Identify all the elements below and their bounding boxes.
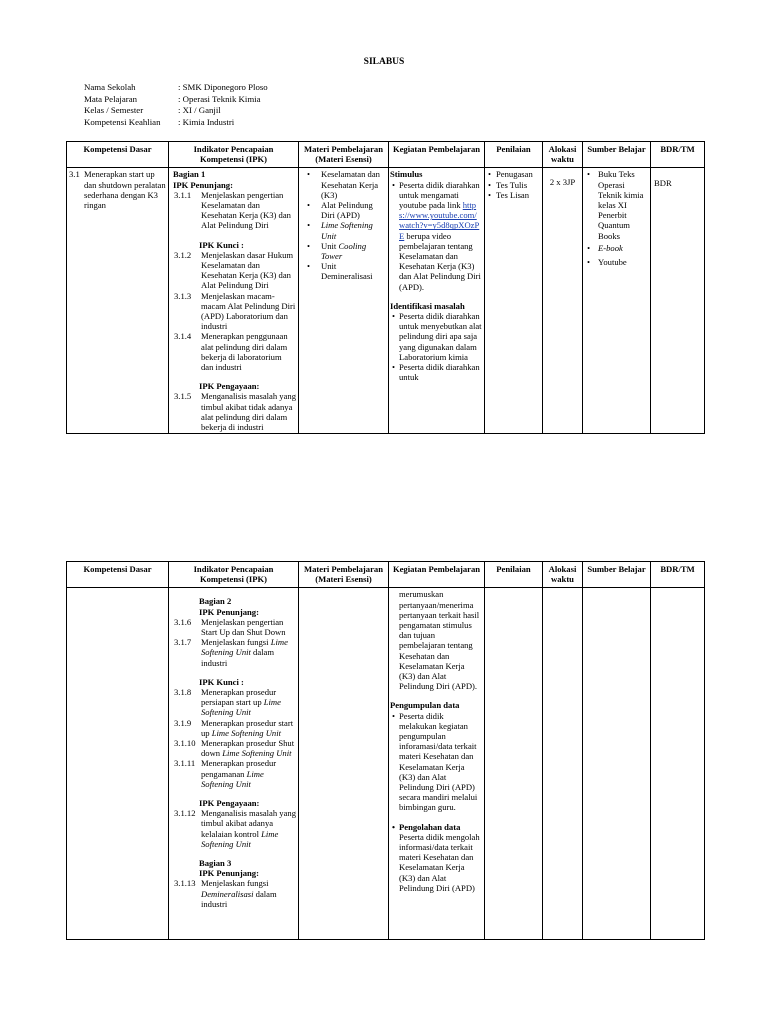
list-item: • Unit Demineralisasi <box>301 261 386 281</box>
syllabus-table-page-1 <box>66 141 705 434</box>
penilaian-cell <box>485 588 543 940</box>
ipk-item: 3.1.2 Menjelaskan dasar Hukum Keselamatan dan Kesehatan Kerja (K3) dan Alat Pelindung Diri <box>174 249 294 291</box>
list-item: • Peserta didik diarahkan untuk menyebutkan alat pelindung diri apa saja yang digunakan dalam Laboratorium kimia <box>390 311 482 362</box>
ipk-penunjang-heading: IPK Penunjang: <box>199 868 259 879</box>
list-item: • Penugasan <box>487 169 540 179</box>
list-item: • Lime Softening Unit <box>301 220 386 240</box>
table-header-row <box>67 562 705 588</box>
bdr-cell: BDR <box>651 168 705 434</box>
identity-row-class <box>84 105 268 117</box>
table-header-row <box>67 142 705 168</box>
header-bdr: BDR/TM <box>651 142 705 168</box>
ipk-item: 3.1.9 Menerapkan prosedur start up Lime Softening Unit <box>174 717 294 738</box>
sumber-cell <box>583 588 651 940</box>
header-ipk: Indikator Pencapaian Kompetensi (IPK) <box>169 562 299 588</box>
kegiatan-cell <box>389 588 485 940</box>
kegiatan-cell <box>389 168 485 434</box>
ipk-item: 3.1.1 Menjelaskan pengertian Keselamatan dan Kesehatan Kerja (K3) dan Alat Pelindung Diri <box>174 189 291 231</box>
kd-number: 3.1 <box>69 169 80 180</box>
pengumpulan-heading: Pengumpulan data <box>390 700 460 711</box>
sumber-cell <box>583 168 651 434</box>
ipk-kunci-heading: IPK Kunci : <box>199 239 244 250</box>
ipk-item: 3.1.7 Menjelaskan fungsi Lime Softening Unit dalam industri <box>174 637 288 668</box>
identity-row-subject <box>84 94 268 106</box>
section-label: Bagian 3 <box>199 858 232 869</box>
alokasi-cell: 2 x 3JP <box>543 168 583 434</box>
header-penilaian: Penilaian <box>485 562 543 588</box>
identity-value: : XI / Ganjil <box>178 105 221 116</box>
table-row <box>67 588 705 940</box>
list-item: • Peserta didik diarahkan untuk mengamati youtube pada link https://www.youtube.com/watch?v=y5d8qpXOzPE berupa video pembelajaran tentang Keselamatan dan Kesehatan Kerja (K3) dan Alat Pelindung Diri (APD). <box>390 180 482 292</box>
kd-cell <box>67 168 169 434</box>
list-item: • Alat Pelindung Diri (APD) <box>301 200 386 220</box>
ipk-item: 3.1.13 Menjelaskan fungsi Demineralisasi dalam industri <box>174 878 277 909</box>
list-item: • Tes Lisan <box>487 190 540 200</box>
ipk-item: 3.1.12 Menganalisis masalah yang timbul akibat adanya kelalaian kontrol Lime Softening Unit <box>174 808 296 849</box>
header-bdr: BDR/TM <box>651 562 705 588</box>
identity-label: Nama Sekolah <box>84 82 136 92</box>
ipk-item: 3.1.6 Menjelaskan pengertian Start Up dan Shut Down <box>174 616 286 638</box>
bdr-cell <box>651 588 705 940</box>
identity-value: : Operasi Teknik Kimia <box>178 93 261 104</box>
identity-value: : SMK Diponegoro Ploso <box>178 82 268 92</box>
header-materi: Materi Pembelajaran (Materi Esensi) <box>299 562 389 588</box>
youtube-link[interactable]: https://www.youtube.com/watch?v=y5d8qpXOzPE <box>399 200 480 241</box>
ipk-penunjang-heading: IPK Penunjang: <box>173 179 233 190</box>
ipk-pengayaan-heading: IPK Pengayaan: <box>199 798 260 809</box>
header-kd: Kompetensi Dasar <box>67 562 169 588</box>
section-label: Bagian 2 <box>199 596 232 607</box>
header-kegiatan: Kegiatan Pembelajaran <box>389 142 485 168</box>
identity-label: Mata Pelajaran <box>84 93 138 104</box>
list-item: • Buku Teks Operasi Teknik kimia kelas XI Penerbit Quantum Books <box>585 169 648 240</box>
header-materi: Materi Pembelajaran (Materi Esensi) <box>299 142 389 168</box>
list-item: • Peserta didik diarahkan untuk <box>390 362 482 382</box>
ipk-item: 3.1.4 Menerapkan penggunaan alat pelindung diri dalam bekerja di laboratorium dan industri <box>174 331 288 373</box>
header-alokasi: Alokasi waktu <box>543 562 583 588</box>
list-item: • Youtube <box>585 257 648 267</box>
alokasi-cell <box>543 588 583 940</box>
identity-value: : Kimia Industri <box>178 116 235 127</box>
materi-cell <box>299 168 389 434</box>
kd-cell <box>67 588 169 940</box>
ipk-item: 3.1.10 Menerapkan prosedur Shut down Lime Softening Unit <box>174 738 295 759</box>
header-ipk: Indikator Pencapaian Kompetensi (IPK) <box>169 142 299 168</box>
header-kegiatan: Kegiatan Pembelajaran <box>389 562 485 588</box>
list-item: • Tes Tulis <box>487 180 540 190</box>
section-label: Bagian 1 <box>173 169 206 180</box>
list-item: • Unit Cooling Tower <box>301 241 386 261</box>
ipk-item: 3.1.11 Menerapkan prosedur pengamanan Lime Softening Unit <box>174 758 277 789</box>
identity-row-competency <box>84 117 268 129</box>
pengolahan-text: Peserta didik mengolah informasi/data terkait materi Kesehatan dan Keselamatan Kerja (K3) dan Alat Pelindung Diri (APD) <box>399 831 480 893</box>
school-identity <box>84 82 268 128</box>
penilaian-cell <box>485 168 543 434</box>
list-item: • Keselamatan dan Kesehatan Kerja (K3) <box>301 169 386 200</box>
kd-text: Menerapkan start up dan shutdown peralatan sederhana dengan K3 ringan <box>84 169 166 211</box>
identity-label: Kelas / Semester <box>84 105 144 116</box>
syllabus-table-page-2 <box>66 561 705 940</box>
ipk-pengayaan-heading: IPK Pengayaan: <box>199 381 260 392</box>
header-alokasi: Alokasi waktu <box>543 142 583 168</box>
identity-label: Kompetensi Keahlian <box>84 116 161 127</box>
header-sumber: Sumber Belajar <box>583 562 651 588</box>
list-item: • Peserta didik melakukan kegiatan pengumpulan inforamasi/data terkait materi Kesehatan dan Keselamatan Kerja (K3) dan Alat Pelindung Diri (APD) secara mandiri melalui bimbingan guru. <box>390 711 482 813</box>
list-item: • E-book <box>585 243 648 253</box>
document-title: SILABUS <box>363 57 405 67</box>
materi-cell <box>299 588 389 940</box>
pengolahan-heading: • Pengolahan data <box>390 822 482 832</box>
header-kd: Kompetensi Dasar <box>67 142 169 168</box>
ipk-cell <box>169 168 299 434</box>
identity-row-school <box>84 82 268 94</box>
header-penilaian: Penilaian <box>485 142 543 168</box>
table-row <box>67 168 705 434</box>
ipk-cell <box>169 588 299 940</box>
identifikasi-heading: Identifikasi masalah <box>390 300 465 311</box>
kegiatan-continued-text: merumuskan pertanyaan/menerima pertanyaan terkait hasil pengamatan stimulus dan tujuan pembelajaran tentang Kesehatan dan Keselamatan Kerja (K3) dan Alat Pelindung Diri (APD). <box>399 589 480 692</box>
ipk-penunjang-heading: IPK Penunjang: <box>199 606 259 617</box>
ipk-kunci-heading: IPK Kunci : <box>199 676 244 687</box>
stimulus-heading: Stimulus <box>390 169 423 180</box>
ipk-item: 3.1.3 Menjelaskan macam-macam Alat Pelindung Diri (APD) Laboratorium dan industri <box>174 290 296 332</box>
ipk-item: 3.1.5 Menganalisis masalah yang timbul akibat tidak adanya alat pelindung diri dalam bekerja di industri <box>174 391 296 433</box>
ipk-item: 3.1.8 Menerapkan prosedur persiapan start up Lime Softening Unit <box>174 687 281 718</box>
header-sumber: Sumber Belajar <box>583 142 651 168</box>
